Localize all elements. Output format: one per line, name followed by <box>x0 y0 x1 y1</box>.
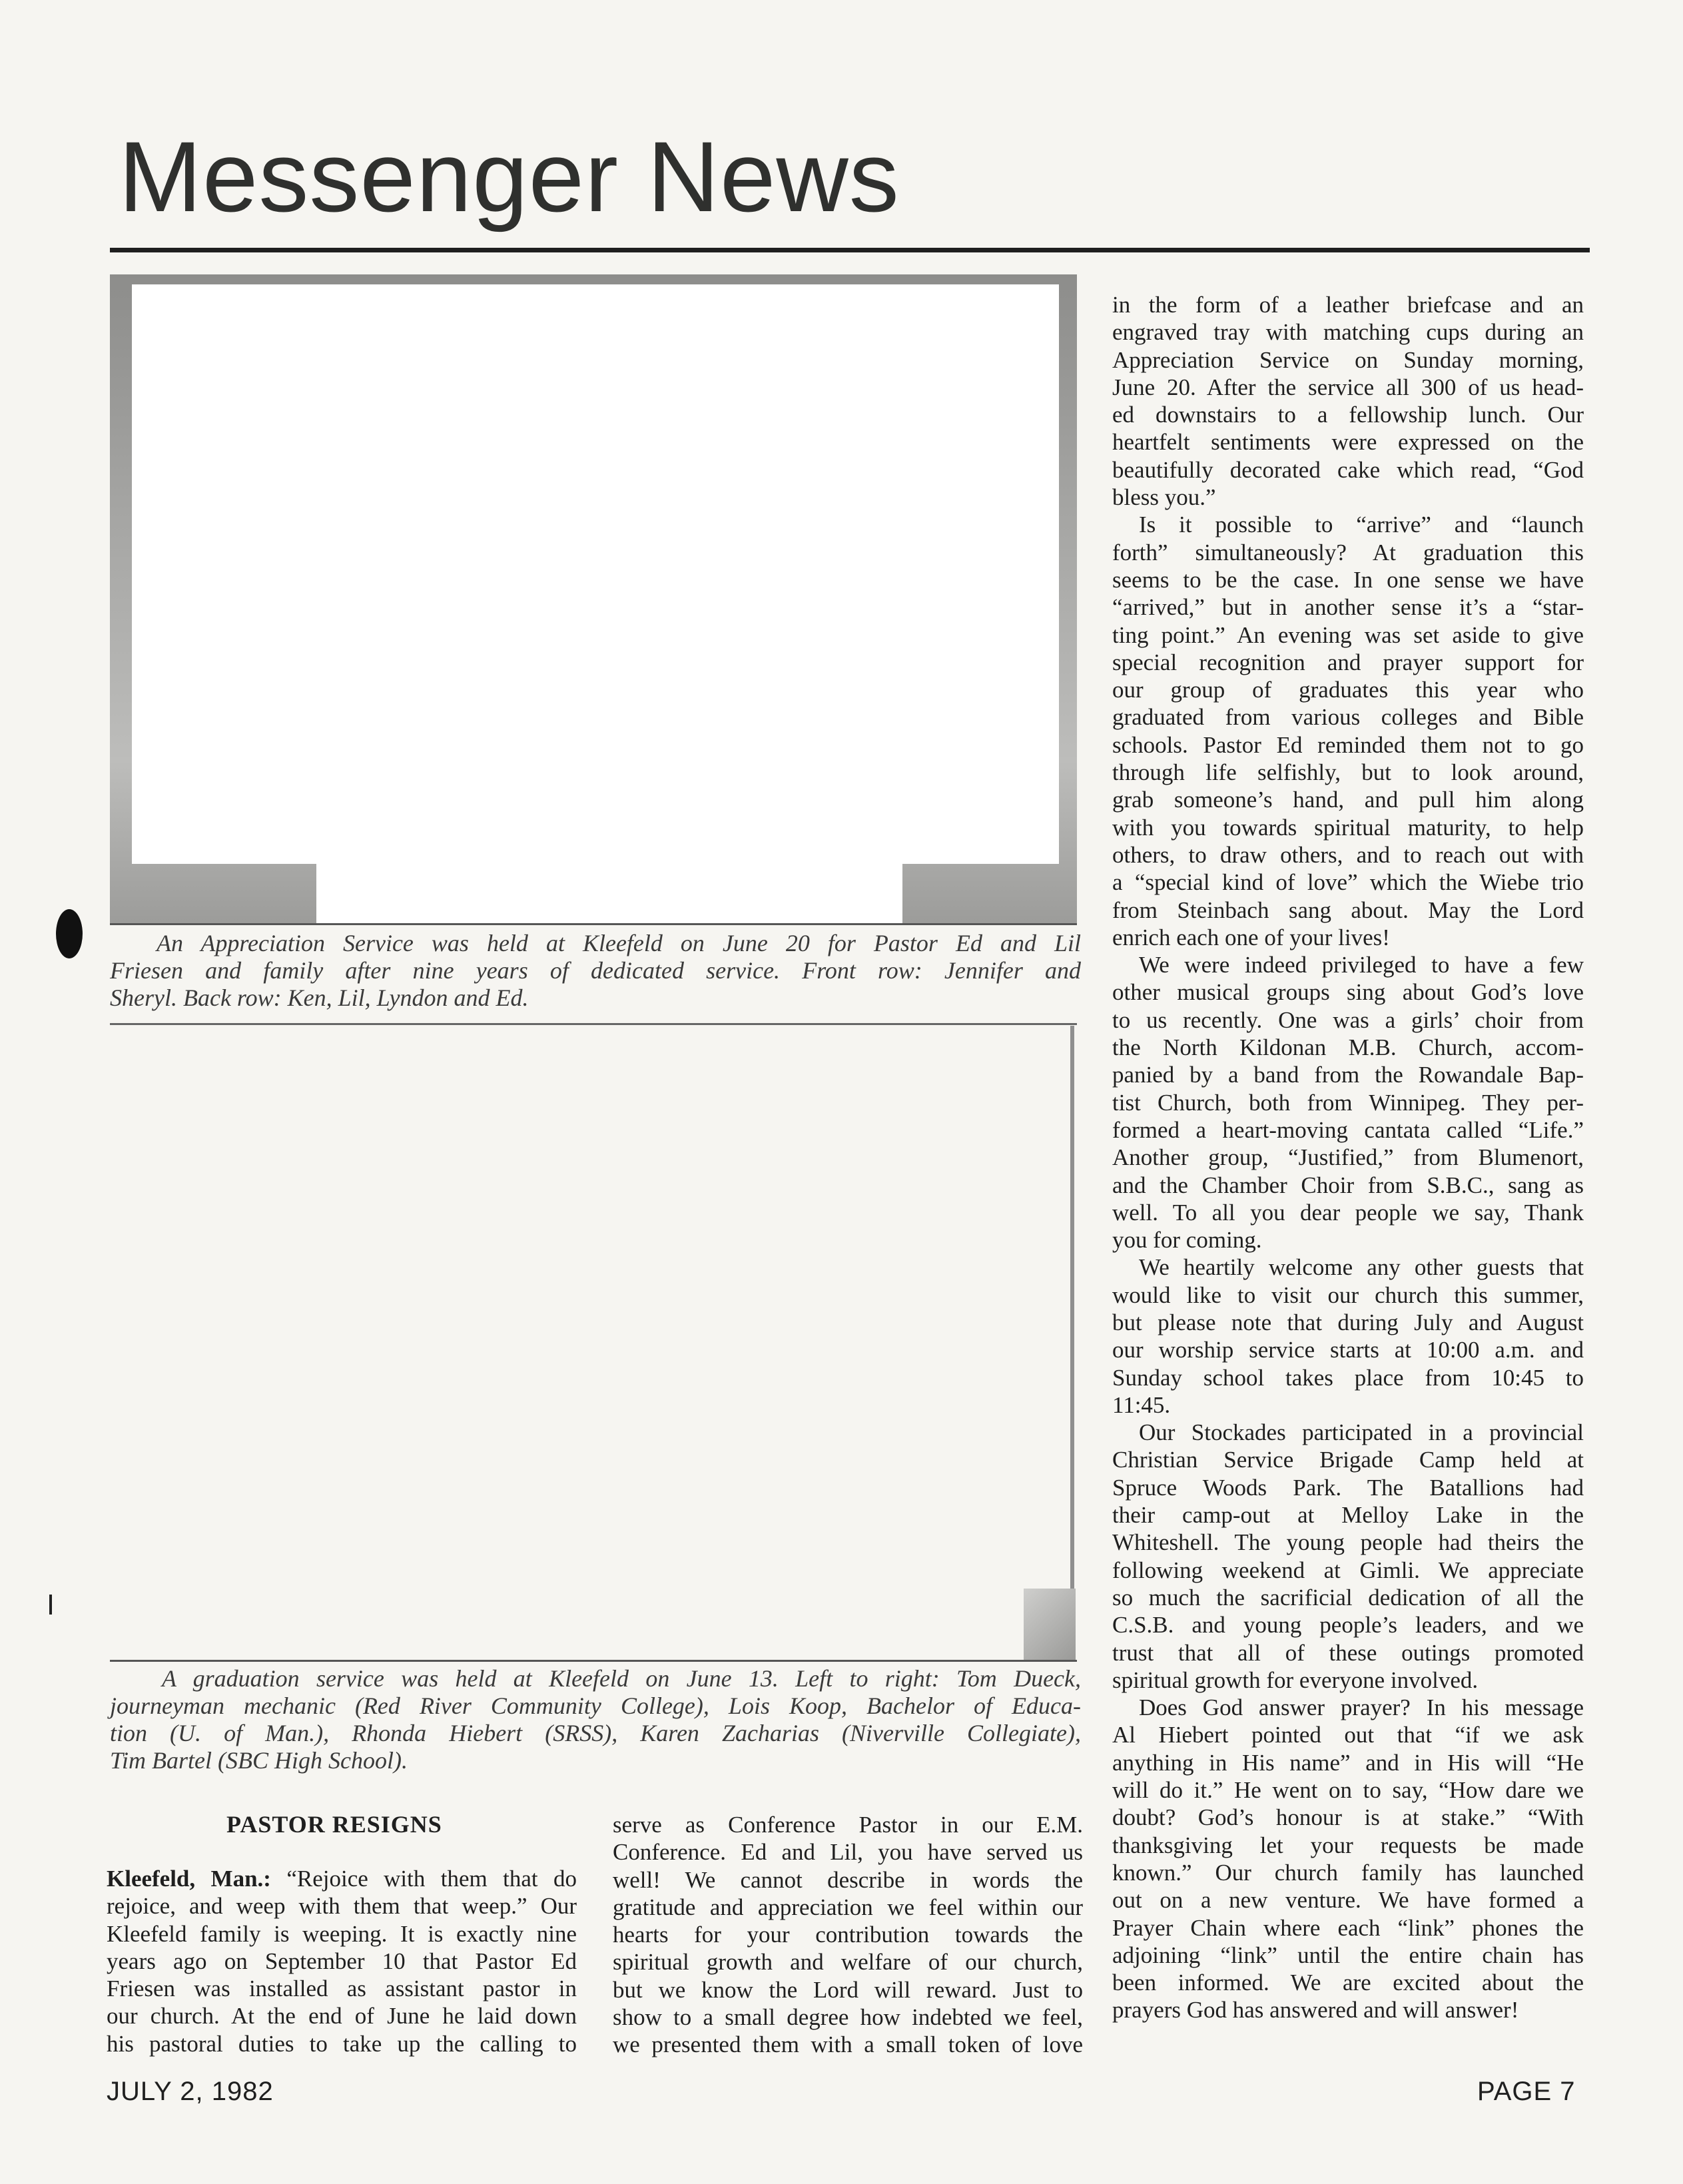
article-column-3 <box>1112 291 1584 2024</box>
article-line: enrich each one of your lives! <box>1112 924 1390 950</box>
margin-tick-mark <box>49 1595 52 1615</box>
article-line: Kleefeld family is weeping. It is exactly nine <box>107 1920 577 1947</box>
caption-line: An Appreciation Service was held at Kleefeld on June 20 for Pastor Ed and Lil <box>157 930 1081 956</box>
article-line: tist Church, both from Winnipeg. They per- <box>1112 1089 1584 1116</box>
article-line: seems to be the case. In one sense we have <box>1112 566 1584 593</box>
article-line: we presented them with a small token of love <box>613 2031 1083 2058</box>
article-line: C.S.B. and young people’s leaders, and we <box>1112 1612 1584 1638</box>
graduation-photo <box>110 1026 1077 1660</box>
article-line: hearts for your contribution towards the <box>613 1922 1083 1948</box>
article-line: serve as Conference Pastor in our E.M. <box>613 1812 1083 1838</box>
caption-line: journeyman mechanic (Red River Community College), Lois Koop, Bachelor of Educa- <box>110 1692 1081 1719</box>
article-line: forth” simultaneously? At graduation this <box>1112 539 1584 565</box>
article-line: you for coming. <box>1112 1227 1262 1254</box>
footer-date: JULY 2, 1982 <box>107 2077 274 2106</box>
article-line: years ago on September 10 that Pastor Ed <box>107 1948 577 1974</box>
article-line: Whiteshell. The young people had theirs the <box>1112 1529 1584 1556</box>
article-line: special recognition and prayer support for <box>1112 649 1584 675</box>
appreciation-photo <box>110 274 1077 923</box>
article-line: ed downstairs to a fellowship lunch. Our <box>1112 402 1584 428</box>
article-heading: PASTOR RESIGNS <box>226 1811 442 1838</box>
article-line: out on a new venture. We have formed a <box>1112 1887 1584 1914</box>
graduation-photo-corner <box>1024 1589 1076 1660</box>
article-line: We were indeed privileged to have a few <box>1139 952 1584 978</box>
article-line: in the form of a leather briefcase and an <box>1112 292 1584 318</box>
article-line: well! We cannot describe in words the <box>613 1866 1083 1893</box>
article-line: Spruce Woods Park. The Batallions had <box>1112 1474 1584 1501</box>
caption-line: Sheryl. Back row: Ken, Lil, Lyndon and Ed. <box>110 984 529 1011</box>
photo2-caption <box>110 1665 1081 1774</box>
footer-page-number: PAGE 7 <box>1477 2077 1576 2106</box>
article-line: June 20. After the service all 300 of us head- <box>1112 374 1584 400</box>
article-line: and the Chamber Choir from S.B.C., sang as <box>1112 1172 1584 1198</box>
article-line: panied by a band from the Rowandale Bap- <box>1112 1062 1584 1088</box>
article-line: but please note that during July and August <box>1112 1309 1584 1335</box>
article-line: so much the sacrificial dedication of all the <box>1112 1584 1584 1611</box>
article-line: well. To all you dear people we say, Thank <box>1112 1199 1584 1226</box>
article-line: to us recently. One was a girls’ choir from <box>1112 1006 1584 1033</box>
article-line: others, to draw others, and to reach out with <box>1112 841 1584 868</box>
article-line: their camp-out at Melloy Lake in the <box>1112 1502 1584 1529</box>
article-line: bless you.” <box>1112 484 1216 511</box>
masthead-rule <box>110 248 1590 252</box>
article-line: doubt? God’s honour is at stake.” “With <box>1112 1804 1584 1831</box>
article-line: been informed. We are excited about the <box>1112 1970 1584 1996</box>
dateline: Kleefeld, Man.: <box>107 1866 271 1892</box>
article-line: spiritual growth for everyone involved. <box>1112 1666 1479 1693</box>
article-line: following weekend at Gimli. We appreciate <box>1112 1557 1584 1583</box>
article-line: trust that all of these outings promoted <box>1112 1639 1584 1666</box>
article-line: Prayer Chain where each “link” phones the <box>1112 1914 1584 1941</box>
article-line: through life selfishly, but to look around, <box>1112 759 1584 786</box>
article-line: the North Kildonan M.B. Church, accom- <box>1112 1034 1584 1061</box>
article-line: Sunday school takes place from 10:45 to <box>1112 1364 1584 1391</box>
caption-line: Tim Bartel (SBC High School). <box>110 1747 408 1774</box>
article-line <box>107 1865 577 1892</box>
article-line: anything in His name” and in His will “He <box>1112 1749 1584 1776</box>
punch-hole-mark <box>56 909 83 958</box>
article-line: will do it.” He went on to say, “How dare we <box>1112 1777 1584 1804</box>
article-line: rejoice, and weep with them that weep.” Our <box>107 1893 577 1920</box>
photo2-top-rule <box>110 1023 1077 1025</box>
article-line: 11:45. <box>1112 1391 1171 1418</box>
article-line: but we know the Lord will reward. Just to <box>613 1976 1083 2003</box>
article-line: our worship service starts at 10:00 a.m. and <box>1112 1337 1584 1363</box>
article-column-1 <box>107 1865 577 2057</box>
article-line: show to a small degree how indebted we feel, <box>613 2004 1083 2031</box>
article-line: other musical groups sing about God’s love <box>1112 979 1584 1006</box>
article-line: his pastoral duties to take up the calling to <box>107 2030 577 2057</box>
caption-line: Friesen and family after nine years of dedicated service. Front row: Jennifer and <box>110 957 1081 984</box>
article-line: thanksgiving let your requests be made <box>1112 1832 1584 1858</box>
article-line: a “special kind of love” which the Wiebe trio <box>1112 869 1584 896</box>
article-line: prayers God has answered and will answer! <box>1112 1997 1519 2023</box>
photo1-bottom-rule <box>110 923 1077 925</box>
article-line: gratitude and appreciation we feel within our <box>613 1894 1083 1920</box>
article-line: adjoining “link” until the entire chain has <box>1112 1942 1584 1968</box>
article-line: schools. Pastor Ed reminded them not to go <box>1112 731 1584 758</box>
article-line: Does God answer prayer? In his message <box>1139 1694 1584 1721</box>
article-line: We heartily welcome any other guests that <box>1139 1254 1584 1281</box>
caption-line: tion (U. of Man.), Rhonda Hiebert (SRSS), Karen Zacharias (Niverville Collegiate), <box>110 1720 1081 1746</box>
article-line: Our Stockades participated in a provincial <box>1139 1419 1584 1446</box>
article-line: heartfelt sentiments were expressed on the <box>1112 429 1584 456</box>
article-line: Al Hiebert pointed out that “if we ask <box>1112 1722 1584 1748</box>
article-line: formed a heart-moving cantata called “Life.” <box>1112 1116 1584 1143</box>
article-line: our group of graduates this year who <box>1112 677 1584 703</box>
article-line: Appreciation Service on Sunday morning, <box>1112 346 1584 373</box>
article-line: engraved tray with matching cups during an <box>1112 319 1584 346</box>
article-line: ting point.” An evening was set aside to give <box>1112 621 1584 648</box>
article-line: beautifully decorated cake which read, “God <box>1112 456 1584 483</box>
article-line: Another group, “Justified,” from Blumenort, <box>1112 1144 1584 1171</box>
masthead-title: Messenger News <box>119 121 900 232</box>
article-line: spiritual growth and welfare of our church, <box>613 1949 1083 1976</box>
caption-line: A graduation service was held at Kleefeld on June 13. Left to right: Tom Dueck, <box>162 1665 1081 1692</box>
article-column-2 <box>613 1811 1083 2059</box>
article-line: graduated from various colleges and Bible <box>1112 704 1584 731</box>
article-line: Is it possible to “arrive” and “launch <box>1139 512 1584 538</box>
article-line: with you towards spiritual maturity, to help <box>1112 814 1584 841</box>
article-line: from Steinbach sang about. May the Lord <box>1112 897 1584 923</box>
article-text: “Rejoice with them that do <box>270 1866 577 1892</box>
article-line: “arrived,” but in another sense it’s a “star- <box>1112 594 1584 621</box>
article-line: Conference. Ed and Lil, you have served us <box>613 1839 1083 1866</box>
article-line: Christian Service Brigade Camp held at <box>1112 1447 1584 1473</box>
article-line: grab someone’s hand, and pull him along <box>1112 787 1584 813</box>
photo2-bottom-rule <box>110 1660 1077 1662</box>
article-line: Friesen was installed as assistant pastor in <box>107 1976 577 2002</box>
article-line: our church. At the end of June he laid down <box>107 2003 577 2029</box>
article-line: known.” Our church family has launched <box>1112 1859 1584 1886</box>
article-line: would like to visit our church this summer, <box>1112 1281 1584 1308</box>
photo1-caption <box>110 930 1081 1012</box>
graduation-photo-edge <box>1070 1026 1074 1660</box>
